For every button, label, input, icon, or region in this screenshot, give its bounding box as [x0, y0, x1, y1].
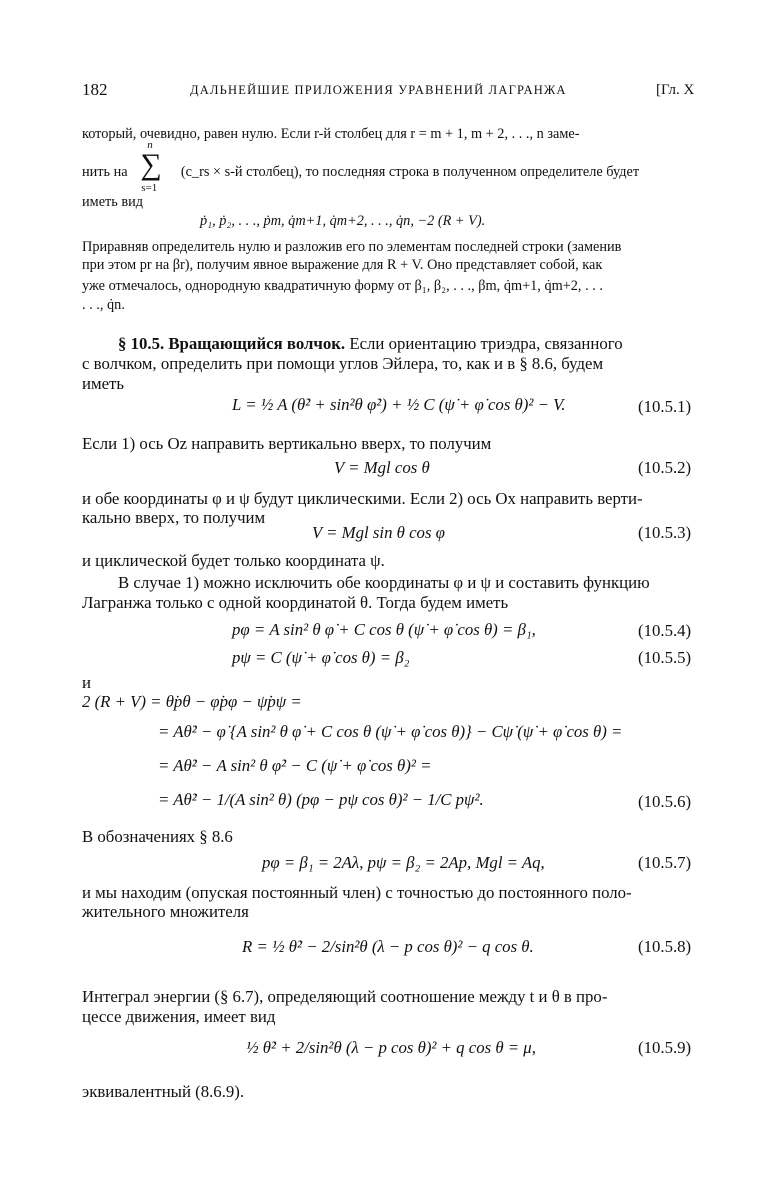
equation-10-5-3: V = Mgl sin θ cos φ [312, 523, 445, 542]
text-block-9: эквивалентный (8.6.9). [82, 1082, 245, 1101]
intro-line-3: иметь вид [82, 194, 144, 210]
intro-line-4: Приравняв определитель нулю и разложив его по элементам последней строки (заменив [82, 239, 622, 255]
text-block-7a: и мы находим (опуская постоянный член) с точностью до постоянного поло- [82, 883, 632, 902]
sum-upper-limit: n [147, 139, 153, 151]
equation-number-10-5-3: (10.5.3) [638, 523, 692, 542]
text-block-5: и [82, 673, 91, 692]
intro-line-7: . . ., q̇n. [82, 297, 125, 313]
text-block-2a: и обе координаты φ и ψ будут циклическими. Если 2) ось Ox направить верти- [82, 489, 643, 508]
equation-10-5-9: ½ θ̇² + 2/sin²θ (λ − p cos θ)² + q cos θ = μ, [246, 1038, 536, 1057]
equation-number-10-5-7: (10.5.7) [638, 853, 692, 872]
section-heading: § 10.5. Вращающийся волчок. [118, 334, 346, 353]
intro-line-1: который, очевидно, равен нулю. Если r-й столбец для r = m + 1, m + 2, . . ., n заме- [82, 126, 580, 142]
intro-line-5: при этом pr на βr), получим явное выражение для R + V. Оно представляет собой, как [82, 257, 603, 273]
sum-lower-limit: s=1 [141, 182, 158, 194]
text-block-7b: жительного множителя [82, 902, 249, 921]
intro-line-2-end: (c_rs × s-й столбец), то последняя строка в полученном определителе будет [180, 164, 640, 180]
text-block-8b: цессе движения, имеет вид [82, 1007, 276, 1026]
page-number: 182 [82, 80, 108, 99]
summation-symbol [139, 139, 167, 194]
equation-number-10-5-8: (10.5.8) [638, 937, 692, 956]
equation-10-5-7: pφ = β₁ = 2Aλ, pψ = β₂ = 2Ap, Mgl = Aq, [262, 853, 545, 872]
derivation-line-1: 2 (R + V) = θ̇pθ − φ̇pφ − ψ̇pψ = [82, 692, 302, 711]
intro-line-6: уже отмечалось, однородную квадратичную форму от β₁, β₂, . . ., βm, q̇m+1, q̇m+2, . . . [82, 278, 603, 294]
equation-10-5-4: pφ = A sin² θ φ̇ + C cos θ (ψ̇ + φ̇ cos θ) = β₁, [232, 620, 536, 639]
text-block-3: и циклической будет только координата ψ. [82, 551, 385, 570]
text-block-4a: В случае 1) можно исключить обе координаты φ и ψ и составить функцию [118, 573, 650, 592]
section-line-2: с волчком, определить при помощи углов Эйлера, то, как и в § 8.6, будем [82, 354, 604, 373]
derivation-line-2: = Aθ̇² − φ̇ {A sin² θ φ̇ + C cos θ (ψ̇ + φ̇ cos θ)} − Cψ̇ (ψ̇ + φ̇ cos θ) = [158, 722, 623, 741]
equation-number-10-5-5: (10.5.5) [638, 648, 692, 667]
sum-sigma: ∑ [140, 148, 162, 181]
equation-number-10-5-1: (10.5.1) [638, 397, 692, 416]
text-block-6: В обозначениях § 8.6 [82, 827, 233, 846]
text-block-4b: Лагранжа только с одной координатой θ. Тогда будем иметь [82, 593, 509, 612]
section-line-3: иметь [82, 374, 125, 393]
text-block-1: Если 1) ось Oz направить вертикально вверх, то получим [82, 434, 492, 453]
equation-10-5-1: L = ½ A (θ̇² + sin²θ φ̇²) + ½ C (ψ̇ + φ̇ cos θ)² − V. [232, 395, 566, 414]
text-block-8a: Интеграл энергии (§ 6.7), определяющий соотношение между t и θ в про- [82, 987, 608, 1006]
section-line-1: Если ориентацию триэдра, связанного [349, 334, 623, 353]
equation-number-10-5-9: (10.5.9) [638, 1038, 692, 1057]
derivation-line-4: = Aθ̇² − 1/(A sin² θ) (pφ − pψ cos θ)² − 1/C pψ². [158, 790, 484, 809]
equation-number-10-5-2: (10.5.2) [638, 458, 692, 477]
derivation-line-3: = Aθ̇² − A sin² θ φ̇² − C (ψ̇ + φ̇ cos θ)² = [158, 756, 432, 775]
equation-number-10-5-6: (10.5.6) [638, 792, 692, 811]
equation-10-5-8: R = ½ θ̇² − 2/sin²θ (λ − p cos θ)² − q cos θ. [242, 937, 534, 956]
chapter-label: [Гл. X [656, 82, 695, 98]
intro-line-2-start: нить на [82, 164, 128, 180]
running-title: ДАЛЬНЕЙШИЕ ПРИЛОЖЕНИЯ УРАВНЕНИЙ ЛАГРАНЖА [190, 83, 567, 97]
equation-number-10-5-4: (10.5.4) [638, 621, 692, 640]
equation-10-5-2: V = Mgl cos θ [334, 458, 430, 477]
intro-line-2 [82, 139, 640, 194]
text-block-2b: кально вверх, то получим [82, 508, 266, 527]
row-formula: ṗ₁, ṗ₂, . . ., ṗm, q̇m+1, q̇m+2, . . ., q̇n, −2 (R + V). [200, 213, 486, 229]
equation-10-5-5: pψ = C (ψ̇ + φ̇ cos θ) = β₂ [232, 648, 410, 667]
